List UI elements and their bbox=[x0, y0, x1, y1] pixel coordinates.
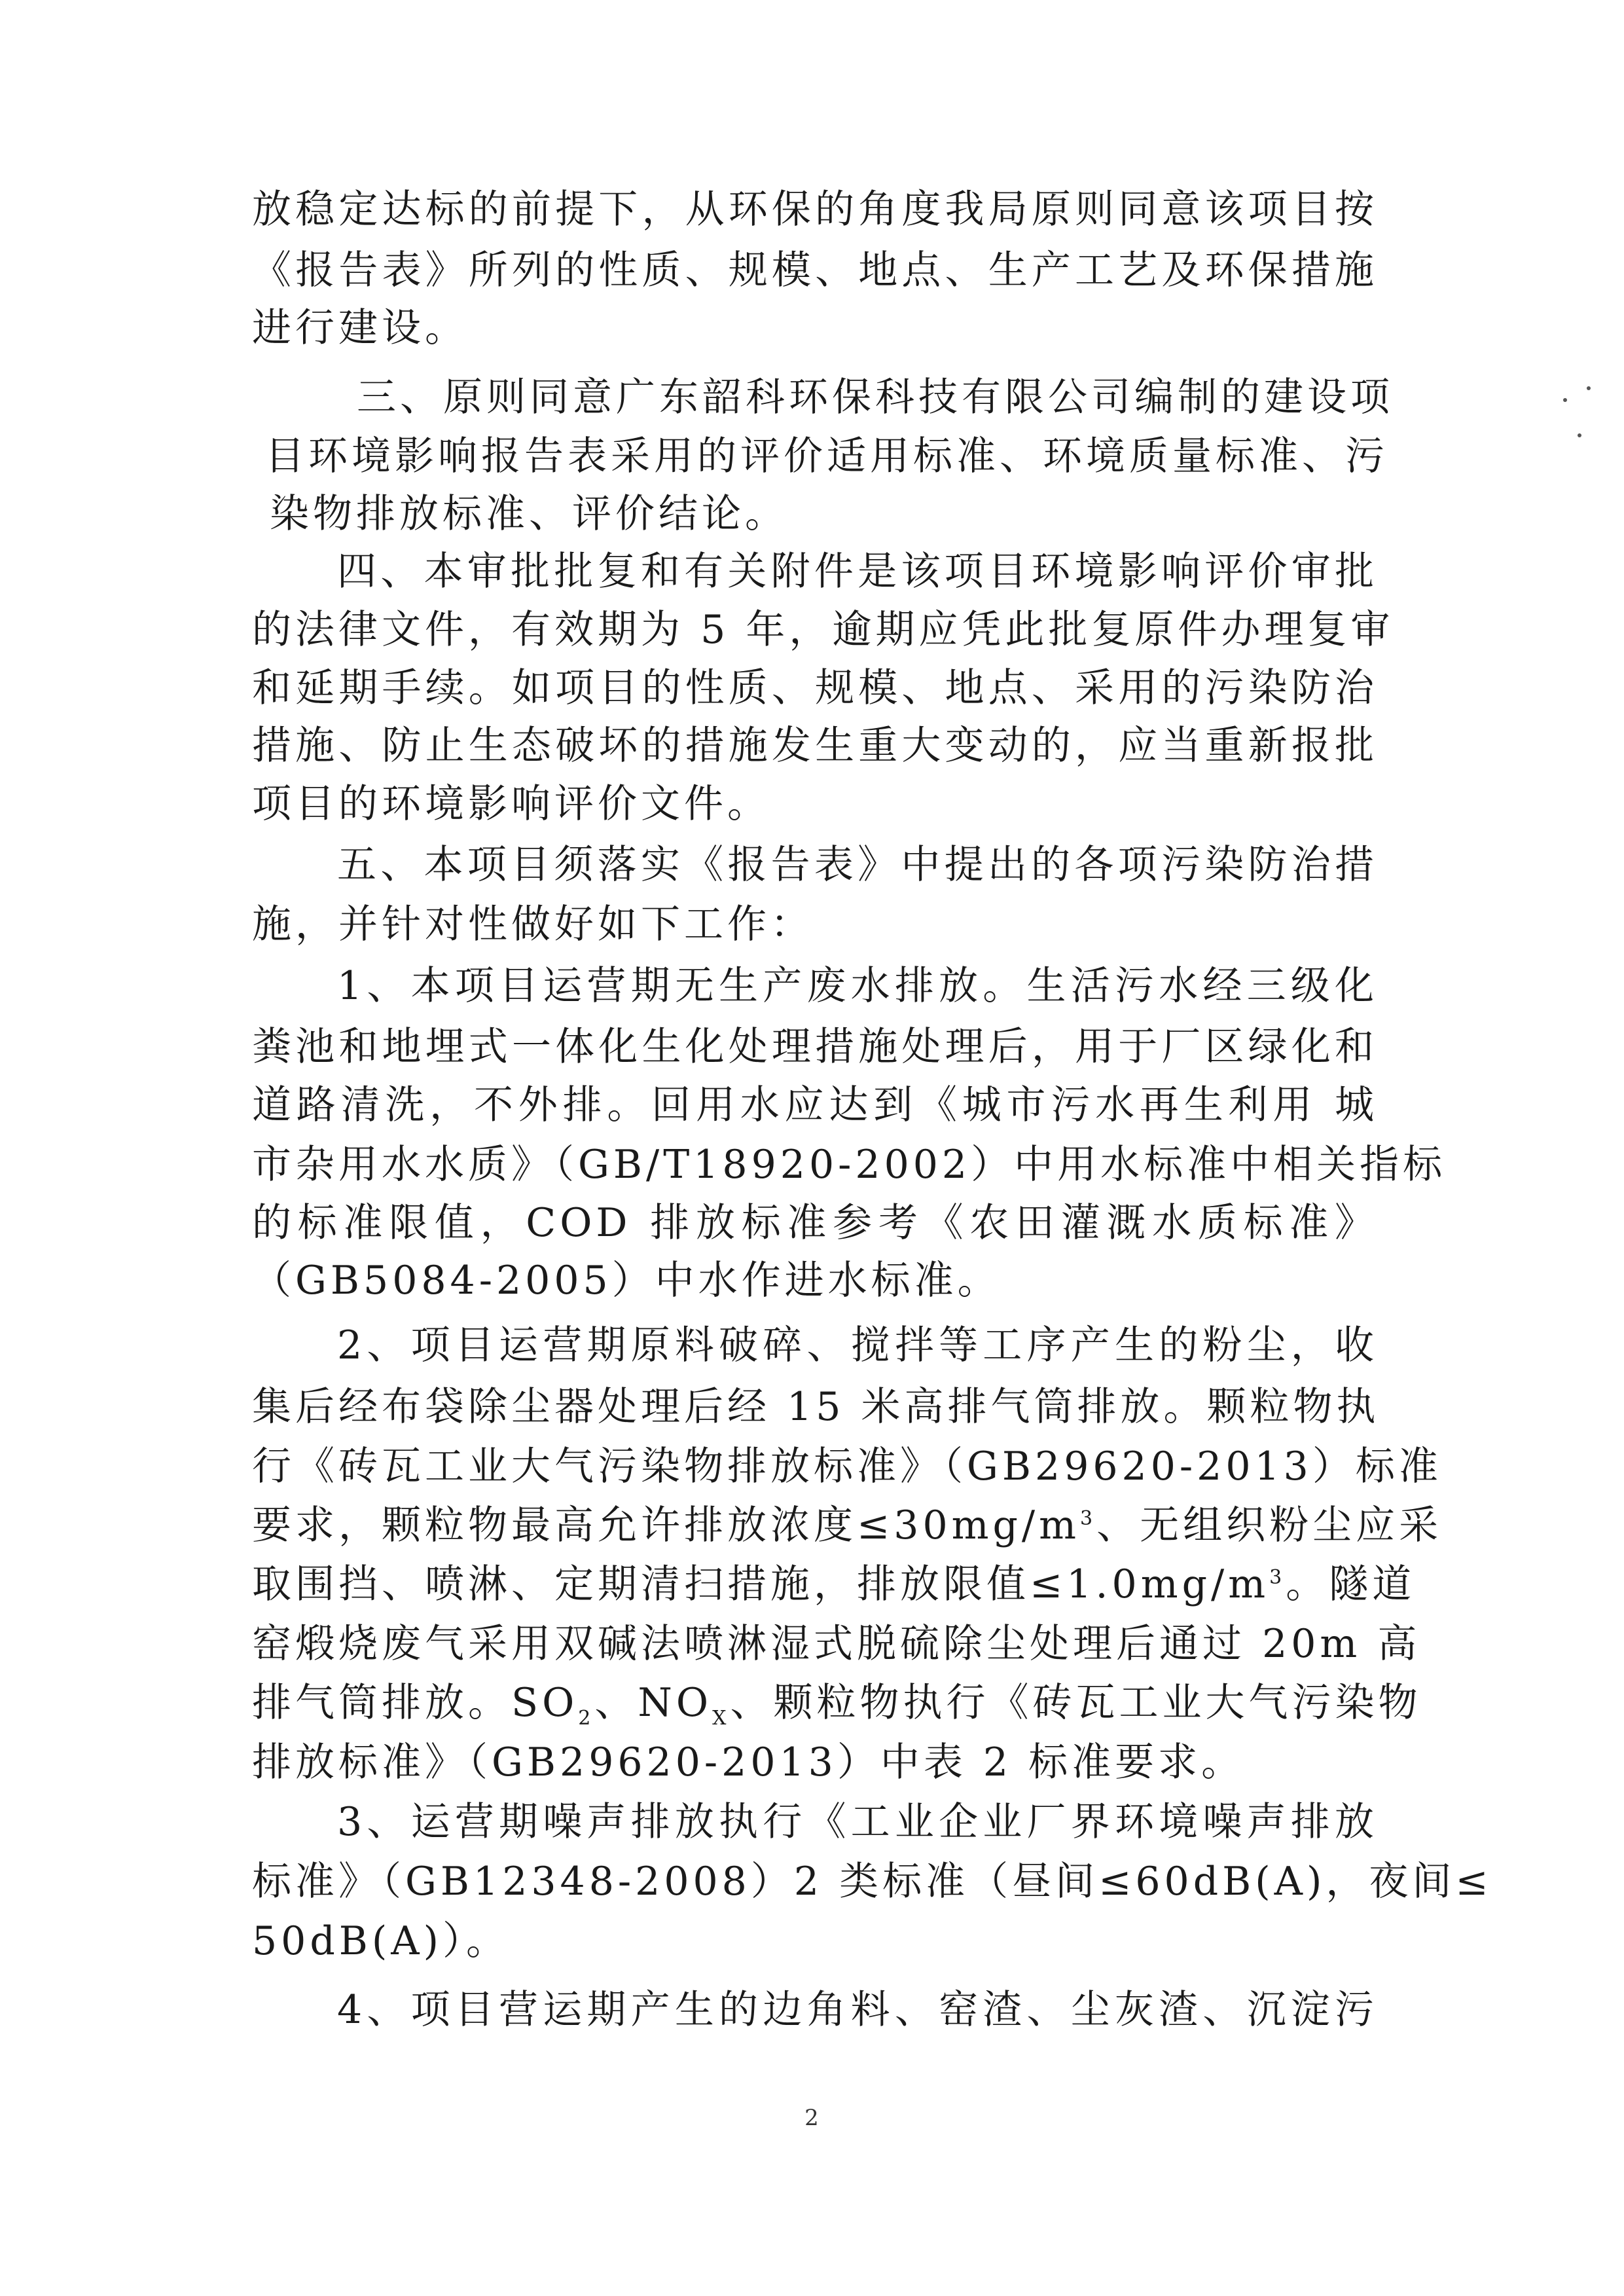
paragraph-line: 排放标准》（GB29620-2013）中表 2 标准要求。 bbox=[252, 1740, 1245, 1785]
paragraph-line: 3、运营期噪声排放执行《工业企业厂界环境噪声排放 bbox=[337, 1799, 1378, 1845]
paragraph-line: （GB5084-2005）中水作进水标准。 bbox=[252, 1258, 1001, 1303]
paragraph-line: 放稳定达标的前提下，从环保的角度我局原则同意该项目按 bbox=[252, 187, 1378, 232]
line-text: 排气筒排放。SO bbox=[252, 1680, 579, 1726]
paragraph-line bbox=[252, 1673, 1422, 1732]
page-number: 2 bbox=[804, 2105, 819, 2131]
paragraph-line: 集后经布袋除尘器处理后经 15 米高排气筒排放。颗粒物执 bbox=[252, 1384, 1380, 1430]
paragraph-line: 的标准限值，COD 排放标准参考《农田灌溉水质标准》 bbox=[252, 1200, 1378, 1246]
subscript: 2 bbox=[578, 1707, 595, 1730]
paragraph-line bbox=[252, 1555, 1416, 1614]
scan-speck bbox=[1587, 386, 1591, 390]
paragraph-line: 四、本审批批复和有关附件是该项目环境影响评价审批 bbox=[337, 549, 1378, 594]
paragraph-line: 50dB(A)）。 bbox=[252, 1918, 509, 1964]
paragraph-line bbox=[252, 1496, 1443, 1555]
paragraph-line: 《报告表》所列的性质、规模、地点、生产工艺及环保措施 bbox=[252, 247, 1378, 293]
paragraph-line: 道路清洗，不外排。回用水应达到《城市污水再生利用 城 bbox=[252, 1082, 1378, 1128]
paragraph-line: 4、项目营运期产生的边角料、窑渣、尘灰渣、沉淀污 bbox=[337, 1987, 1378, 2033]
line-text: 取围挡、喷淋、定期清扫措施，排放限值≤1.0mg/m bbox=[252, 1561, 1270, 1607]
paragraph-line: 行《砖瓦工业大气污染物排放标准》（GB29620-2013）标准 bbox=[252, 1444, 1442, 1489]
paragraph-line: 项目的环境影响评价文件。 bbox=[252, 781, 770, 827]
superscript: 3 bbox=[1080, 1507, 1097, 1530]
subscript: X bbox=[712, 1707, 731, 1730]
paragraph-line: 进行建设。 bbox=[252, 305, 468, 351]
paragraph-line: 标准》（GB12348-2008）2 类标准（昼间≤60dB(A)，夜间≤ bbox=[252, 1859, 1492, 1904]
paragraph-line: 三、原则同意广东韶科环保科技有限公司编制的建设项 bbox=[357, 374, 1394, 420]
paragraph-line: 1、本项目运营期无生产废水排放。生活污水经三级化 bbox=[337, 963, 1378, 1009]
paragraph-line: 2、项目运营期原料破碎、搅拌等工序产生的粉尘，收 bbox=[337, 1322, 1378, 1368]
scan-speck bbox=[1563, 398, 1567, 402]
paragraph-line: 措施、防止生态破坏的措施发生重大变动的，应当重新报批 bbox=[252, 723, 1378, 769]
scan-speck bbox=[1578, 433, 1581, 437]
paragraph-line: 粪池和地埋式一体化生化处理措施处理后，用于厂区绿化和 bbox=[252, 1024, 1378, 1070]
line-text: 。隧道 bbox=[1286, 1561, 1416, 1607]
line-text: 、颗粒物执行《砖瓦工业大气污染物 bbox=[730, 1680, 1422, 1726]
paragraph-line: 窑煅烧废气采用双碱法喷淋湿式脱硫除尘处理后通过 20m 高 bbox=[252, 1621, 1421, 1667]
paragraph-line: 五、本项目须落实《报告表》中提出的各项污染防治措 bbox=[337, 842, 1378, 888]
superscript: 3 bbox=[1269, 1566, 1286, 1589]
line-text: 、NO bbox=[594, 1680, 713, 1726]
paragraph-line: 和延期手续。如项目的性质、规模、地点、采用的污染防治 bbox=[252, 665, 1378, 711]
line-text: 要求，颗粒物最高允许排放浓度≤30mg/m bbox=[252, 1503, 1081, 1548]
paragraph-line: 染物排放标准、评价结论。 bbox=[270, 491, 788, 537]
line-text: 、无组织粉尘应采 bbox=[1096, 1503, 1443, 1548]
paragraph-line: 目环境影响报告表采用的评价适用标准、环境质量标准、污 bbox=[265, 433, 1388, 479]
paragraph-line: 市杂用水水质》（GB/T18920-2002）中用水标准中相关指标 bbox=[252, 1142, 1447, 1188]
paragraph-line: 的法律文件，有效期为 5 年，逾期应凭此批复原件办理复审 bbox=[252, 607, 1394, 653]
paragraph-line: 施，并针对性做好如下工作： bbox=[252, 902, 814, 947]
